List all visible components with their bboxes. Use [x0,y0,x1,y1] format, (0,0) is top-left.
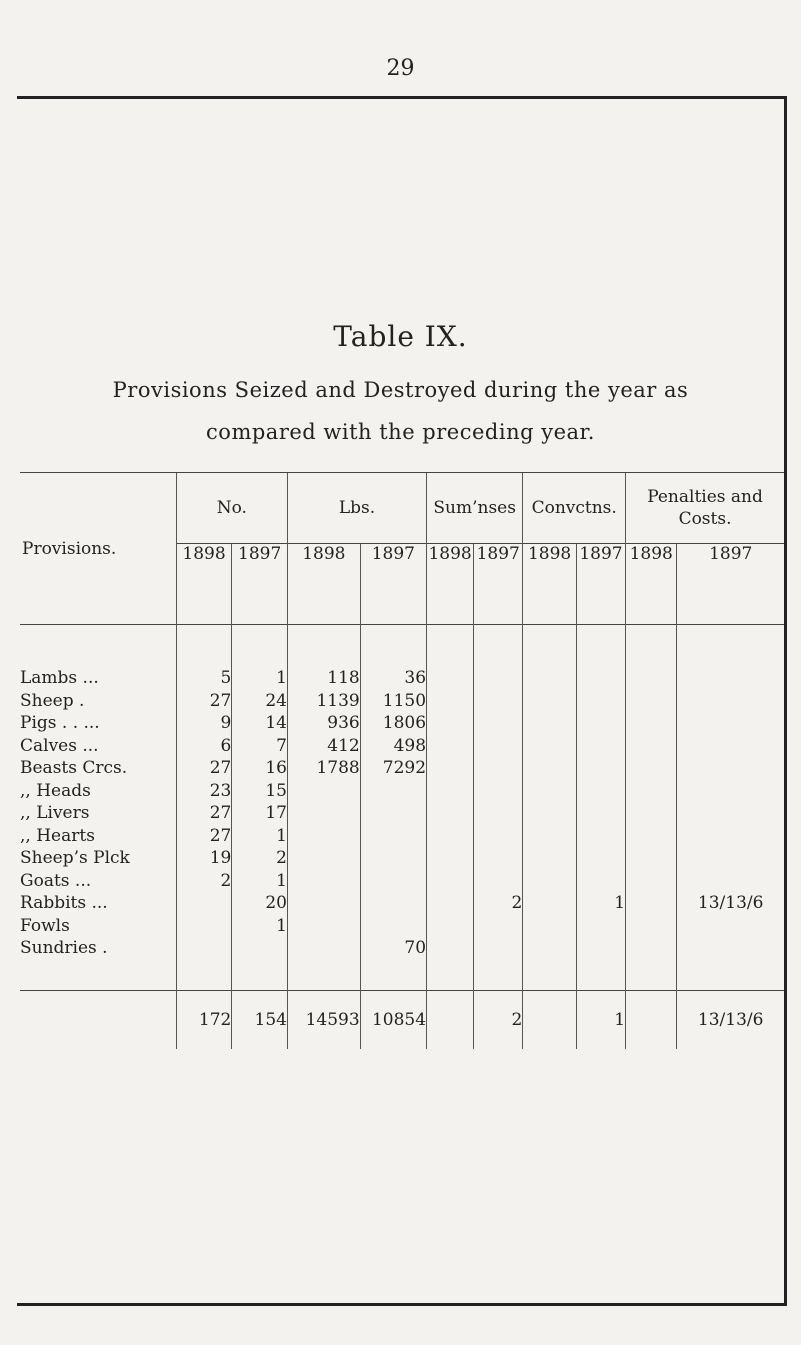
year-header-0: 1898 [176,544,232,625]
provision-name: Goats ... [20,870,92,891]
cell-c98 [523,892,576,915]
cell-s98 [427,757,474,780]
total-s97: 2 [474,990,523,1049]
cell-no98: 27 [176,825,232,848]
cell-p98 [626,825,677,848]
table-row [20,667,784,690]
cell-s97 [474,757,523,780]
table-row [20,915,784,938]
provision-name: Pigs . . ... [20,713,100,733]
table-row [20,892,784,915]
page-number: 29 [386,56,415,81]
provision-name: Sheep . [20,690,85,711]
cell-s97 [474,937,523,960]
cell-lb97 [360,825,426,848]
provisions-table [20,472,784,1049]
cell-no98: 2 [176,870,232,893]
table-body [20,625,784,1049]
cell-p98 [626,870,677,893]
cell-p98 [626,757,677,780]
cell-no97: 20 [232,892,288,915]
year-header-2: 1898 [287,544,360,625]
cell-p98 [626,915,677,938]
cell-no97: 16 [232,757,288,780]
cell-no98 [176,892,232,915]
cell-c98 [523,870,576,893]
cell-no98: 27 [176,690,232,713]
total-lb98: 14593 [287,990,360,1049]
cell-lb98: 1139 [287,690,360,713]
cell-c98 [523,667,576,690]
cell-p97 [677,870,784,893]
cell-s98 [427,667,474,690]
table-title: Table IX. [333,320,468,353]
cell-s98 [427,892,474,915]
cell-s97 [474,712,523,735]
totals-row [20,990,784,1049]
year-header-5: 1897 [474,544,523,625]
provision-name: ,, Livers [20,803,90,823]
cell-lb98 [287,825,360,848]
cell-s98 [427,825,474,848]
cell-lb98 [287,802,360,825]
cell-c97 [576,667,625,690]
cell-c98 [523,712,576,735]
total-s98 [427,990,474,1049]
cell-p97 [677,915,784,938]
year-header-8: 1898 [626,544,677,625]
cell-c97 [576,757,625,780]
cell-s97 [474,825,523,848]
cell-s98 [427,937,474,960]
cell-lb98 [287,870,360,893]
cell-s98 [427,870,474,893]
cell-lb98 [287,847,360,870]
total-p98 [626,990,677,1049]
year-header-9: 1897 [677,544,784,625]
cell-lb97 [360,847,426,870]
cell-c98 [523,757,576,780]
cell-c98 [523,915,576,938]
table-row [20,757,784,780]
totals-label [20,990,176,1049]
cell-c97 [576,690,625,713]
header-provisions: Provisions. [20,473,176,625]
table-row [20,870,784,893]
cell-c98 [523,825,576,848]
cell-s97 [474,780,523,803]
cell-c97 [576,847,625,870]
total-lb97: 10854 [360,990,426,1049]
header-lbs: Lbs. [287,473,426,544]
cell-lb97 [360,892,426,915]
cell-no98 [176,915,232,938]
cell-no97: 15 [232,780,288,803]
header-penalties-costs: Penalties and Costs. [626,473,784,544]
cell-lb98: 412 [287,735,360,758]
cell-c98 [523,802,576,825]
cell-c97 [576,735,625,758]
cell-no98: 27 [176,802,232,825]
cell-no98: 27 [176,757,232,780]
provision-name: ,, Heads [20,780,91,801]
header-no: No. [176,473,287,544]
cell-lb97: 70 [360,937,426,960]
cell-p98 [626,690,677,713]
cell-c97 [576,802,625,825]
provision-name: Fowls [20,915,70,936]
cell-lb97 [360,870,426,893]
cell-s98 [427,780,474,803]
year-header-3: 1897 [360,544,426,625]
cell-no98: 19 [176,847,232,870]
cell-p97 [677,825,784,848]
cell-lb97 [360,802,426,825]
cell-s97 [474,690,523,713]
cell-no98: 9 [176,712,232,735]
cell-s97: 2 [474,892,523,915]
cell-lb98 [287,937,360,960]
cell-lb97: 498 [360,735,426,758]
cell-lb98: 118 [287,667,360,690]
cell-no97: 17 [232,802,288,825]
cell-lb97 [360,780,426,803]
cell-no97: 24 [232,690,288,713]
total-c97: 1 [576,990,625,1049]
cell-lb98 [287,780,360,803]
cell-lb97: 1806 [360,712,426,735]
cell-p97 [677,735,784,758]
total-p97: 13/13/6 [677,990,784,1049]
cell-s98 [427,802,474,825]
cell-p97 [677,780,784,803]
table-subtitle-line-2: compared with the preceding year. [206,420,595,444]
cell-s97 [474,802,523,825]
cell-c98 [523,937,576,960]
table-row [20,690,784,713]
cell-c97 [576,870,625,893]
cell-p97 [677,847,784,870]
table-row [20,735,784,758]
cell-c97: 1 [576,892,625,915]
table-subtitle-line-1: Provisions Seized and Destroyed during the year as [112,378,689,402]
year-header-7: 1897 [576,544,625,625]
cell-s97 [474,735,523,758]
year-header-6: 1898 [523,544,576,625]
provision-name: Sheep’s Plck [20,848,130,868]
table-row [20,937,784,960]
cell-lb98: 936 [287,712,360,735]
cell-p98 [626,937,677,960]
cell-p98 [626,667,677,690]
cell-p98 [626,802,677,825]
table-row [20,825,784,848]
year-header-4: 1898 [427,544,474,625]
cell-s98 [427,735,474,758]
cell-no97: 7 [232,735,288,758]
cell-p97 [677,712,784,735]
cell-c98 [523,847,576,870]
cell-p98 [626,892,677,915]
cell-s97 [474,870,523,893]
cell-c97 [576,780,625,803]
cell-s97 [474,847,523,870]
cell-s98 [427,847,474,870]
cell-no98: 6 [176,735,232,758]
cell-lb97: 1150 [360,690,426,713]
table-row [20,847,784,870]
cell-no97: 1 [232,825,288,848]
provision-name: ,, Hearts [20,825,95,846]
cell-no97: 1 [232,915,288,938]
cell-p98 [626,735,677,758]
cell-c98 [523,690,576,713]
cell-lb98 [287,892,360,915]
year-header-1: 1897 [232,544,288,625]
provision-name: Calves ... [20,735,99,756]
table-row [20,780,784,803]
header-summonses: Sum’nses [427,473,523,544]
cell-s97 [474,667,523,690]
header-row [20,473,784,544]
cell-no97: 2 [232,847,288,870]
cell-no97: 14 [232,712,288,735]
cell-s98 [427,690,474,713]
cell-lb98: 1788 [287,757,360,780]
provision-name: Sundries . [20,938,108,958]
cell-no98 [176,937,232,960]
cell-s97 [474,915,523,938]
header-convictions: Convctns. [523,473,626,544]
cell-c97 [576,712,625,735]
cell-p97 [677,757,784,780]
cell-p97 [677,802,784,825]
cell-p97: 13/13/6 [677,892,784,915]
cell-p98 [626,712,677,735]
table-row [20,712,784,735]
total-no97: 154 [232,990,288,1049]
provision-name: Rabbits ... [20,893,108,913]
total-no98: 172 [176,990,232,1049]
cell-c97 [576,915,625,938]
table-row [20,802,784,825]
cell-c98 [523,780,576,803]
cell-lb97 [360,915,426,938]
provision-name: Lambs ... [20,668,99,688]
cell-lb97: 36 [360,667,426,690]
cell-no97 [232,937,288,960]
cell-no97: 1 [232,870,288,893]
cell-p98 [626,847,677,870]
provision-name: Beasts Crcs. [20,758,128,778]
cell-no98: 23 [176,780,232,803]
cell-lb97: 7292 [360,757,426,780]
cell-no97: 1 [232,667,288,690]
cell-c98 [523,735,576,758]
cell-p98 [626,780,677,803]
cell-s98 [427,915,474,938]
total-c98 [523,990,576,1049]
cell-c97 [576,937,625,960]
cell-lb98 [287,915,360,938]
cell-s98 [427,712,474,735]
cell-no98: 5 [176,667,232,690]
cell-c97 [576,825,625,848]
cell-p97 [677,667,784,690]
cell-p97 [677,937,784,960]
cell-p97 [677,690,784,713]
